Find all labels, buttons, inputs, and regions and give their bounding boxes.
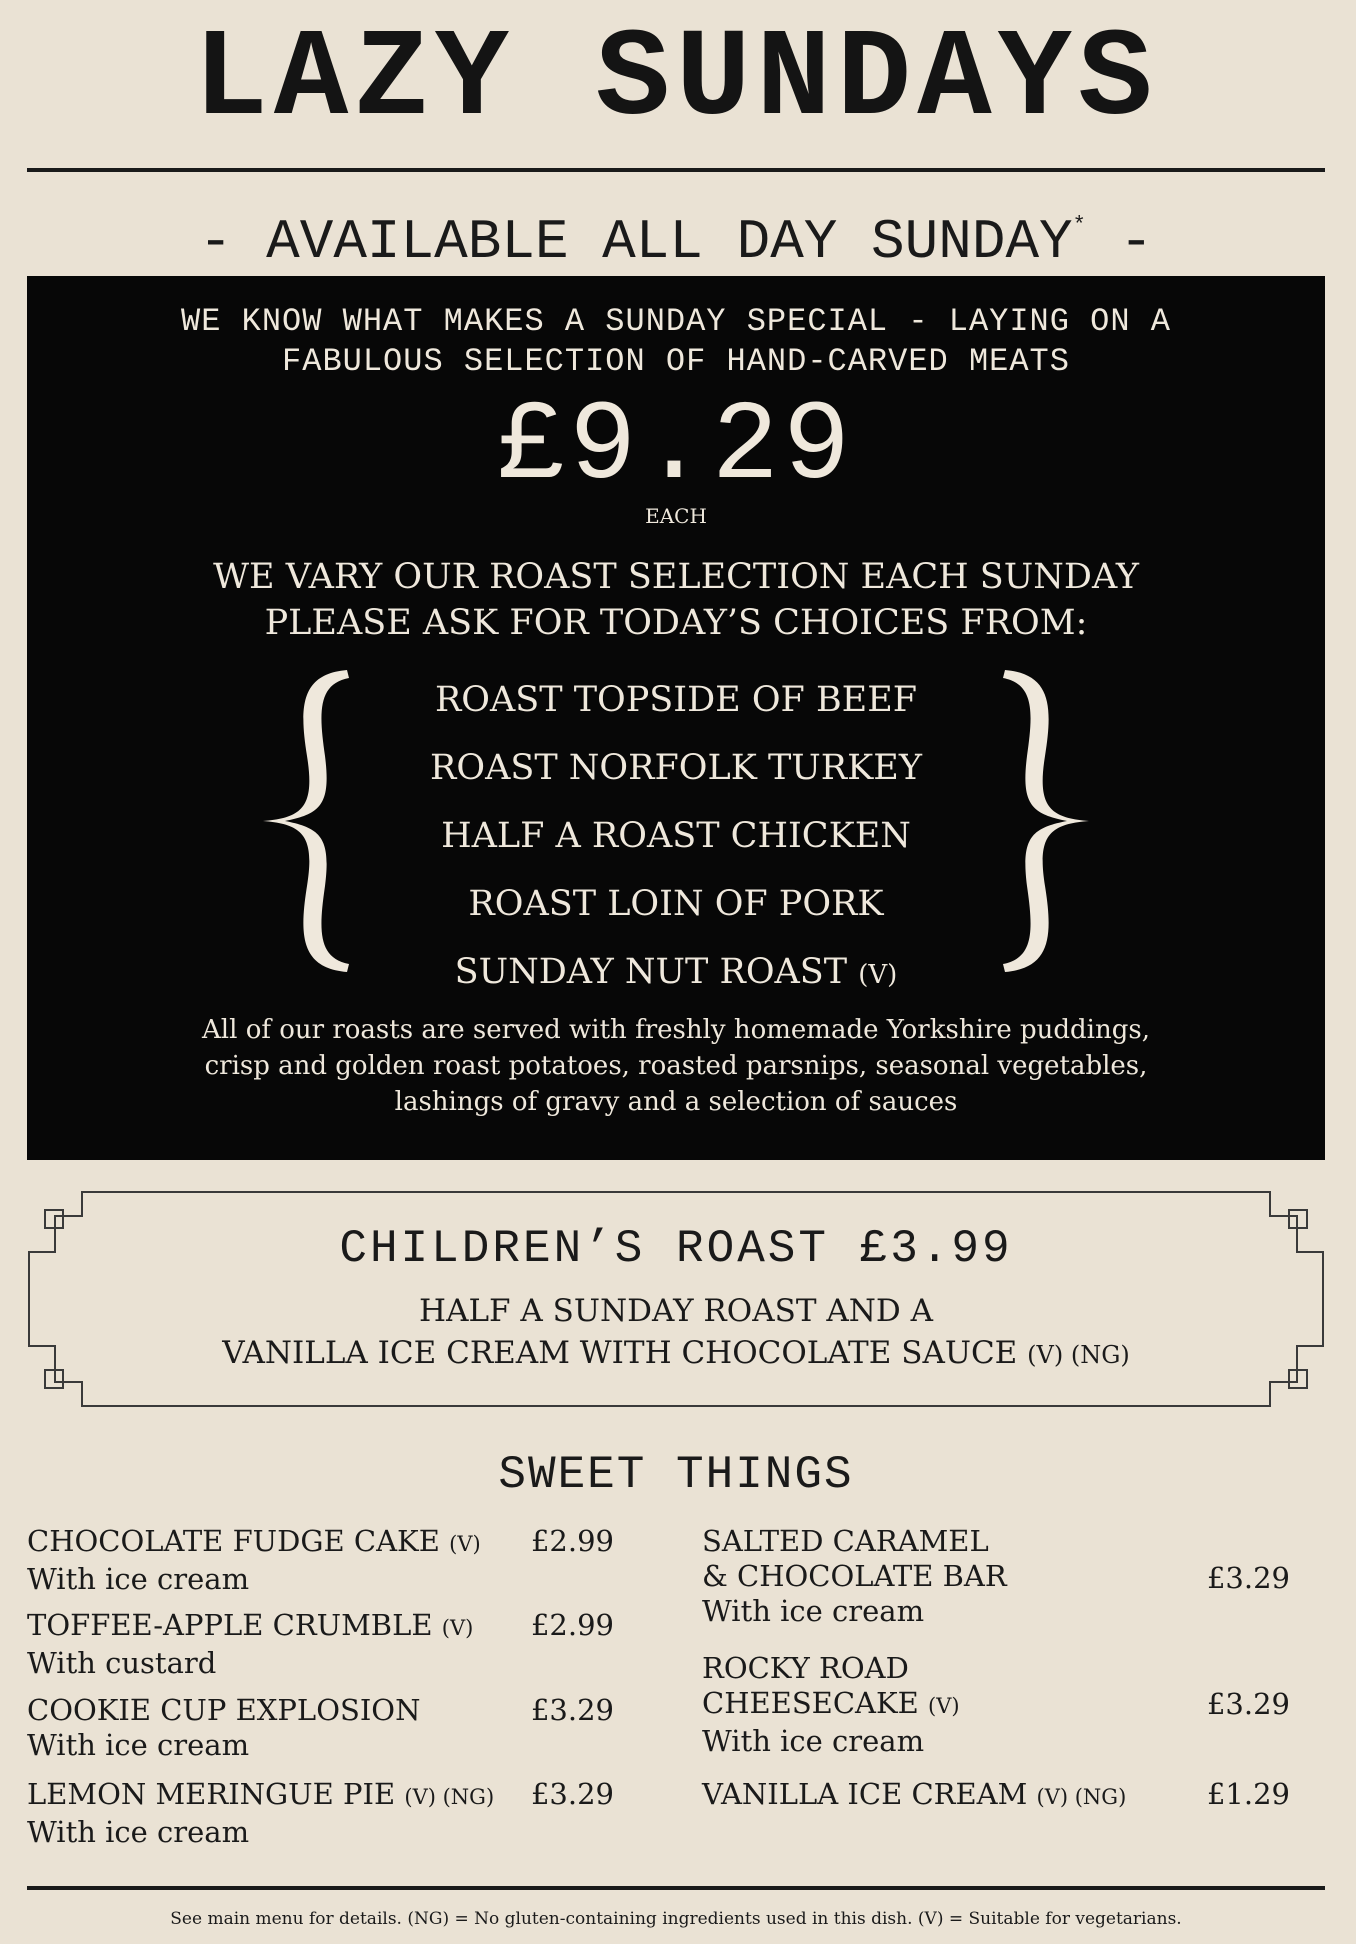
dessert-item [27, 1524, 481, 1597]
dessert-item [702, 1524, 1007, 1629]
roast-item-name: ROAST NORFOLK TURKEY [430, 748, 922, 788]
dessert-item [702, 1651, 960, 1759]
title-divider [27, 168, 1325, 172]
dessert-name [27, 1608, 473, 1646]
roast-item-name: SUNDAY NUT ROAST [454, 952, 859, 992]
dessert-price: £3.29 [530, 1777, 614, 1811]
roast-item-name: HALF A ROAST CHICKEN [441, 816, 911, 856]
roast-selection-line: PLEASE ASK FOR TODAY’S CHOICES FROM: [264, 603, 1088, 643]
accompaniments-line: crisp and golden roast potatoes, roasted parsnips, seasonal vegetables, [204, 1051, 1148, 1081]
dessert-description: With ice cream [27, 1728, 250, 1762]
roast-intro [27, 302, 1325, 382]
roast-item [27, 734, 1325, 802]
accompaniments-line: lashings of gravy and a selection of sauces [394, 1087, 958, 1117]
dessert-price: £1.29 [1206, 1777, 1290, 1811]
childrens-roast-line-text: VANILLA ICE CREAM WITH CHOCOLATE SAUCE [222, 1335, 1028, 1371]
childrens-roast-line: HALF A SUNDAY ROAST AND A [419, 1293, 933, 1329]
dessert-price: £3.29 [1206, 1561, 1290, 1595]
page-title: LAZY SUNDAYS [193, 11, 1159, 151]
childrens-roast-description [27, 1290, 1325, 1376]
roast-item [27, 802, 1325, 870]
dietary-tags: (V) [449, 1532, 481, 1556]
dessert-name-text: CHEESECAKE [702, 1686, 929, 1720]
roast-selection-note [27, 554, 1325, 646]
vegetarian-tag: (V) [858, 960, 898, 990]
dessert-name [27, 1777, 494, 1815]
roast-item [27, 666, 1325, 734]
dessert-item [702, 1777, 1126, 1815]
dessert-price: £3.29 [530, 1693, 614, 1727]
roast-list [27, 666, 1325, 1006]
availability-text-end: - [1085, 210, 1154, 274]
dietary-tags: (V) (NG) [404, 1785, 495, 1809]
dietary-tags: (V) [928, 1694, 960, 1718]
dessert-name: SALTED CARAMEL [702, 1524, 989, 1558]
dessert-item [27, 1693, 420, 1763]
right-curly-brace-icon [977, 666, 1097, 976]
dietary-tags: (V) (NG) [1027, 1341, 1130, 1369]
childrens-roast-title: CHILDREN’S ROAST £3.99 [339, 1223, 1013, 1275]
roast-item-name: ROAST LOIN OF PORK [468, 884, 884, 924]
dessert-description: With ice cream [27, 1562, 250, 1596]
roast-panel [27, 276, 1325, 1160]
roast-item-name: ROAST TOPSIDE OF BEEF [434, 680, 918, 720]
dessert-description: With ice cream [702, 1594, 925, 1628]
dessert-name [27, 1693, 420, 1728]
dessert-item [27, 1777, 494, 1850]
dessert-name-text: VANILLA ICE CREAM [702, 1777, 1037, 1811]
roast-price-note: EACH [645, 504, 707, 528]
dessert-name-text: LEMON MERINGUE PIE [27, 1777, 405, 1811]
roast-item [27, 938, 1325, 1006]
roast-intro-line: FABULOUS SELECTION OF HAND-CARVED MEATS [282, 343, 1070, 380]
dessert-name [27, 1524, 481, 1562]
dessert-description: With ice cream [27, 1815, 250, 1849]
dessert-name-text: TOFFEE-APPLE CRUMBLE [27, 1608, 442, 1642]
dessert-name [702, 1686, 960, 1724]
dessert-description: With ice cream [702, 1724, 925, 1758]
roast-intro-line: WE KNOW WHAT MAKES A SUNDAY SPECIAL - LAYING ON A [181, 303, 1171, 340]
availability-footnote-mark: * [1072, 213, 1086, 238]
dietary-tags: (V) (NG) [1036, 1785, 1127, 1809]
dessert-description: With custard [27, 1646, 217, 1680]
footer-note: See main menu for details. (NG) = No gluten-containing ingredients used in this dish. (V) = Suitable for vegetarians. [170, 1909, 1182, 1929]
availability-subtitle [27, 194, 1325, 274]
dessert-name-text: COOKIE CUP EXPLOSION [27, 1693, 421, 1727]
dessert-name [702, 1777, 1126, 1815]
dessert-item [27, 1608, 473, 1681]
dessert-name-text: CHOCOLATE FUDGE CAKE [27, 1524, 450, 1558]
childrens-roast-line [27, 1332, 1325, 1376]
dessert-name: & CHOCOLATE BAR [702, 1559, 1007, 1593]
sweet-things-heading: SWEET THINGS [498, 1449, 854, 1501]
roast-selection-line: WE VARY OUR ROAST SELECTION EACH SUNDAY [213, 557, 1139, 597]
dietary-tags: (V) [441, 1616, 474, 1640]
roast-accompaniments [27, 1012, 1325, 1120]
accompaniments-line: All of our roasts are served with freshly homemade Yorkshire puddings, [202, 1015, 1150, 1045]
footer-divider [27, 1886, 1325, 1890]
roast-item [27, 870, 1325, 938]
dessert-name: ROCKY ROAD [702, 1651, 909, 1685]
roast-price: £9.29 [497, 384, 855, 511]
dessert-price: £3.29 [1206, 1687, 1290, 1721]
availability-text: - AVAILABLE ALL DAY SUNDAY [198, 210, 1073, 274]
dessert-price: £2.99 [530, 1608, 614, 1642]
dessert-price: £2.99 [530, 1524, 614, 1558]
